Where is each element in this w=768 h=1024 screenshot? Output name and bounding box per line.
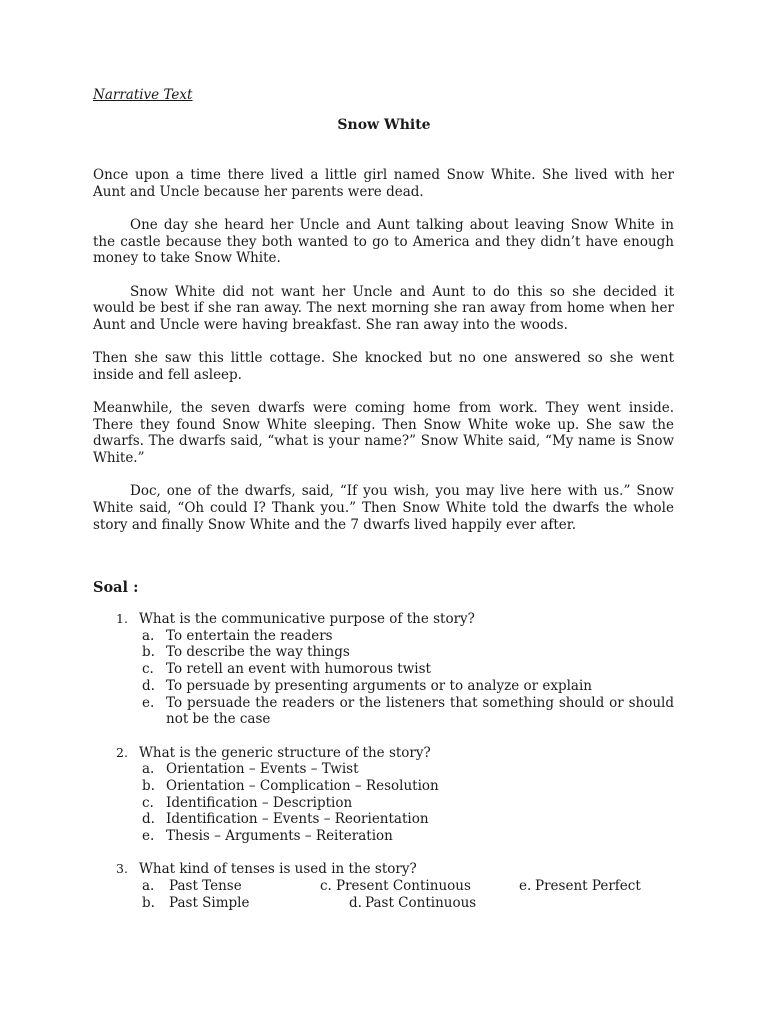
option-text: Present Perfect [535, 878, 641, 895]
option-text: To persuade by presenting arguments or to analyze or explain [166, 677, 592, 694]
answer-option [139, 695, 674, 728]
question-text: What is the generic structure of the story? [139, 744, 431, 761]
question-item [116, 611, 674, 728]
question-item [116, 745, 674, 845]
option-letter: e. [142, 694, 155, 711]
story-paragraph: Snow White did not want her Uncle and Aunt to do this so she decided it would be best if she ran away. The next morning she ran away from home when her Aunt and Uncle were having breakfast. She ran away into the woods. [93, 283, 674, 333]
option-text: Past Tense [169, 878, 242, 895]
option-letter: c. [320, 878, 332, 895]
story-paragraph: One day she heard her Uncle and Aunt talking about leaving Snow White in the castle because they both wanted to go to America and they didn’t have enough money to take Snow White. [93, 216, 674, 267]
story-paragraph: Doc, one of the dwarfs, said, “If you wish, you may live here with us.” Snow White said, “Oh could I? Thank you.” Then Snow White told the dwarfs the whole story and finally Snow White and the 7 dwarfs lived happily ever after. [93, 483, 674, 533]
answer-options-row [139, 895, 674, 912]
answer-option [139, 678, 674, 695]
option-letter: c. [142, 661, 154, 678]
option-letter: e. [519, 878, 532, 895]
option-text: Present Continuous [336, 878, 471, 895]
option-letter: d. [142, 811, 155, 828]
option-letter: d. [349, 894, 362, 911]
question-number: 1. [116, 611, 128, 626]
questions-heading: Soal : [93, 579, 139, 596]
question-text: What kind of tenses is used in the story? [139, 861, 417, 878]
answer-option [139, 761, 674, 778]
answer-options [139, 761, 674, 845]
option-text: Thesis – Arguments – Reiteration [166, 828, 393, 845]
option-text: To describe the way things [166, 644, 350, 661]
option-text: To retell an event with humorous twist [166, 661, 431, 678]
option-letter: d. [142, 677, 155, 694]
answer-option [139, 661, 674, 678]
option-text: To persuade the readers or the listeners that something should or should not be the case [166, 694, 674, 728]
option-letter: b. [142, 777, 155, 794]
story-paragraph: Once upon a time there lived a little girl named Snow White. She lived with her Aunt and Uncle because her parents were dead. [93, 167, 674, 200]
question-number: 3. [116, 861, 128, 877]
option-letter: b. [142, 894, 155, 911]
answer-option [139, 778, 674, 795]
question-number: 2. [116, 744, 128, 760]
option-letter: e. [142, 828, 155, 845]
story-paragraph: Meanwhile, the seven dwarfs were coming home from work. They went inside. There they found Snow White sleeping. Then Snow White woke up. She saw the dwarfs. The dwarfs said, “what is your name?” Snow White said, “My name is Snow White.” [93, 400, 674, 467]
option-text: Past Simple [169, 894, 250, 911]
option-text: To entertain the readers [166, 627, 333, 644]
option-text: Past Continuous [365, 894, 477, 911]
question-list [116, 611, 674, 928]
option-letter: a. [142, 761, 155, 778]
answer-options-row [139, 878, 674, 895]
question-item [116, 861, 674, 911]
option-text: Orientation – Events – Twist [166, 761, 359, 778]
story-title: Snow White [337, 117, 431, 133]
answer-option [139, 628, 674, 645]
answer-option [139, 644, 674, 661]
question-text: What is the communicative purpose of the story? [139, 611, 475, 627]
answer-option [139, 828, 674, 845]
story-body [93, 167, 674, 550]
option-letter: c. [142, 794, 154, 811]
option-letter: a. [142, 878, 155, 895]
option-text: Identification – Description [166, 794, 353, 811]
option-text: Orientation – Complication – Resolution [166, 777, 439, 794]
option-letter: b. [142, 644, 155, 661]
answer-option [139, 811, 674, 828]
option-letter: a. [142, 627, 155, 644]
answer-option [139, 795, 674, 812]
document-type-label: Narrative Text [93, 87, 193, 103]
answer-options [139, 628, 674, 728]
option-text: Identification – Events – Reorientation [166, 811, 429, 828]
story-paragraph: Then she saw this little cottage. She knocked but no one answered so she went inside and fell asleep. [93, 350, 674, 383]
